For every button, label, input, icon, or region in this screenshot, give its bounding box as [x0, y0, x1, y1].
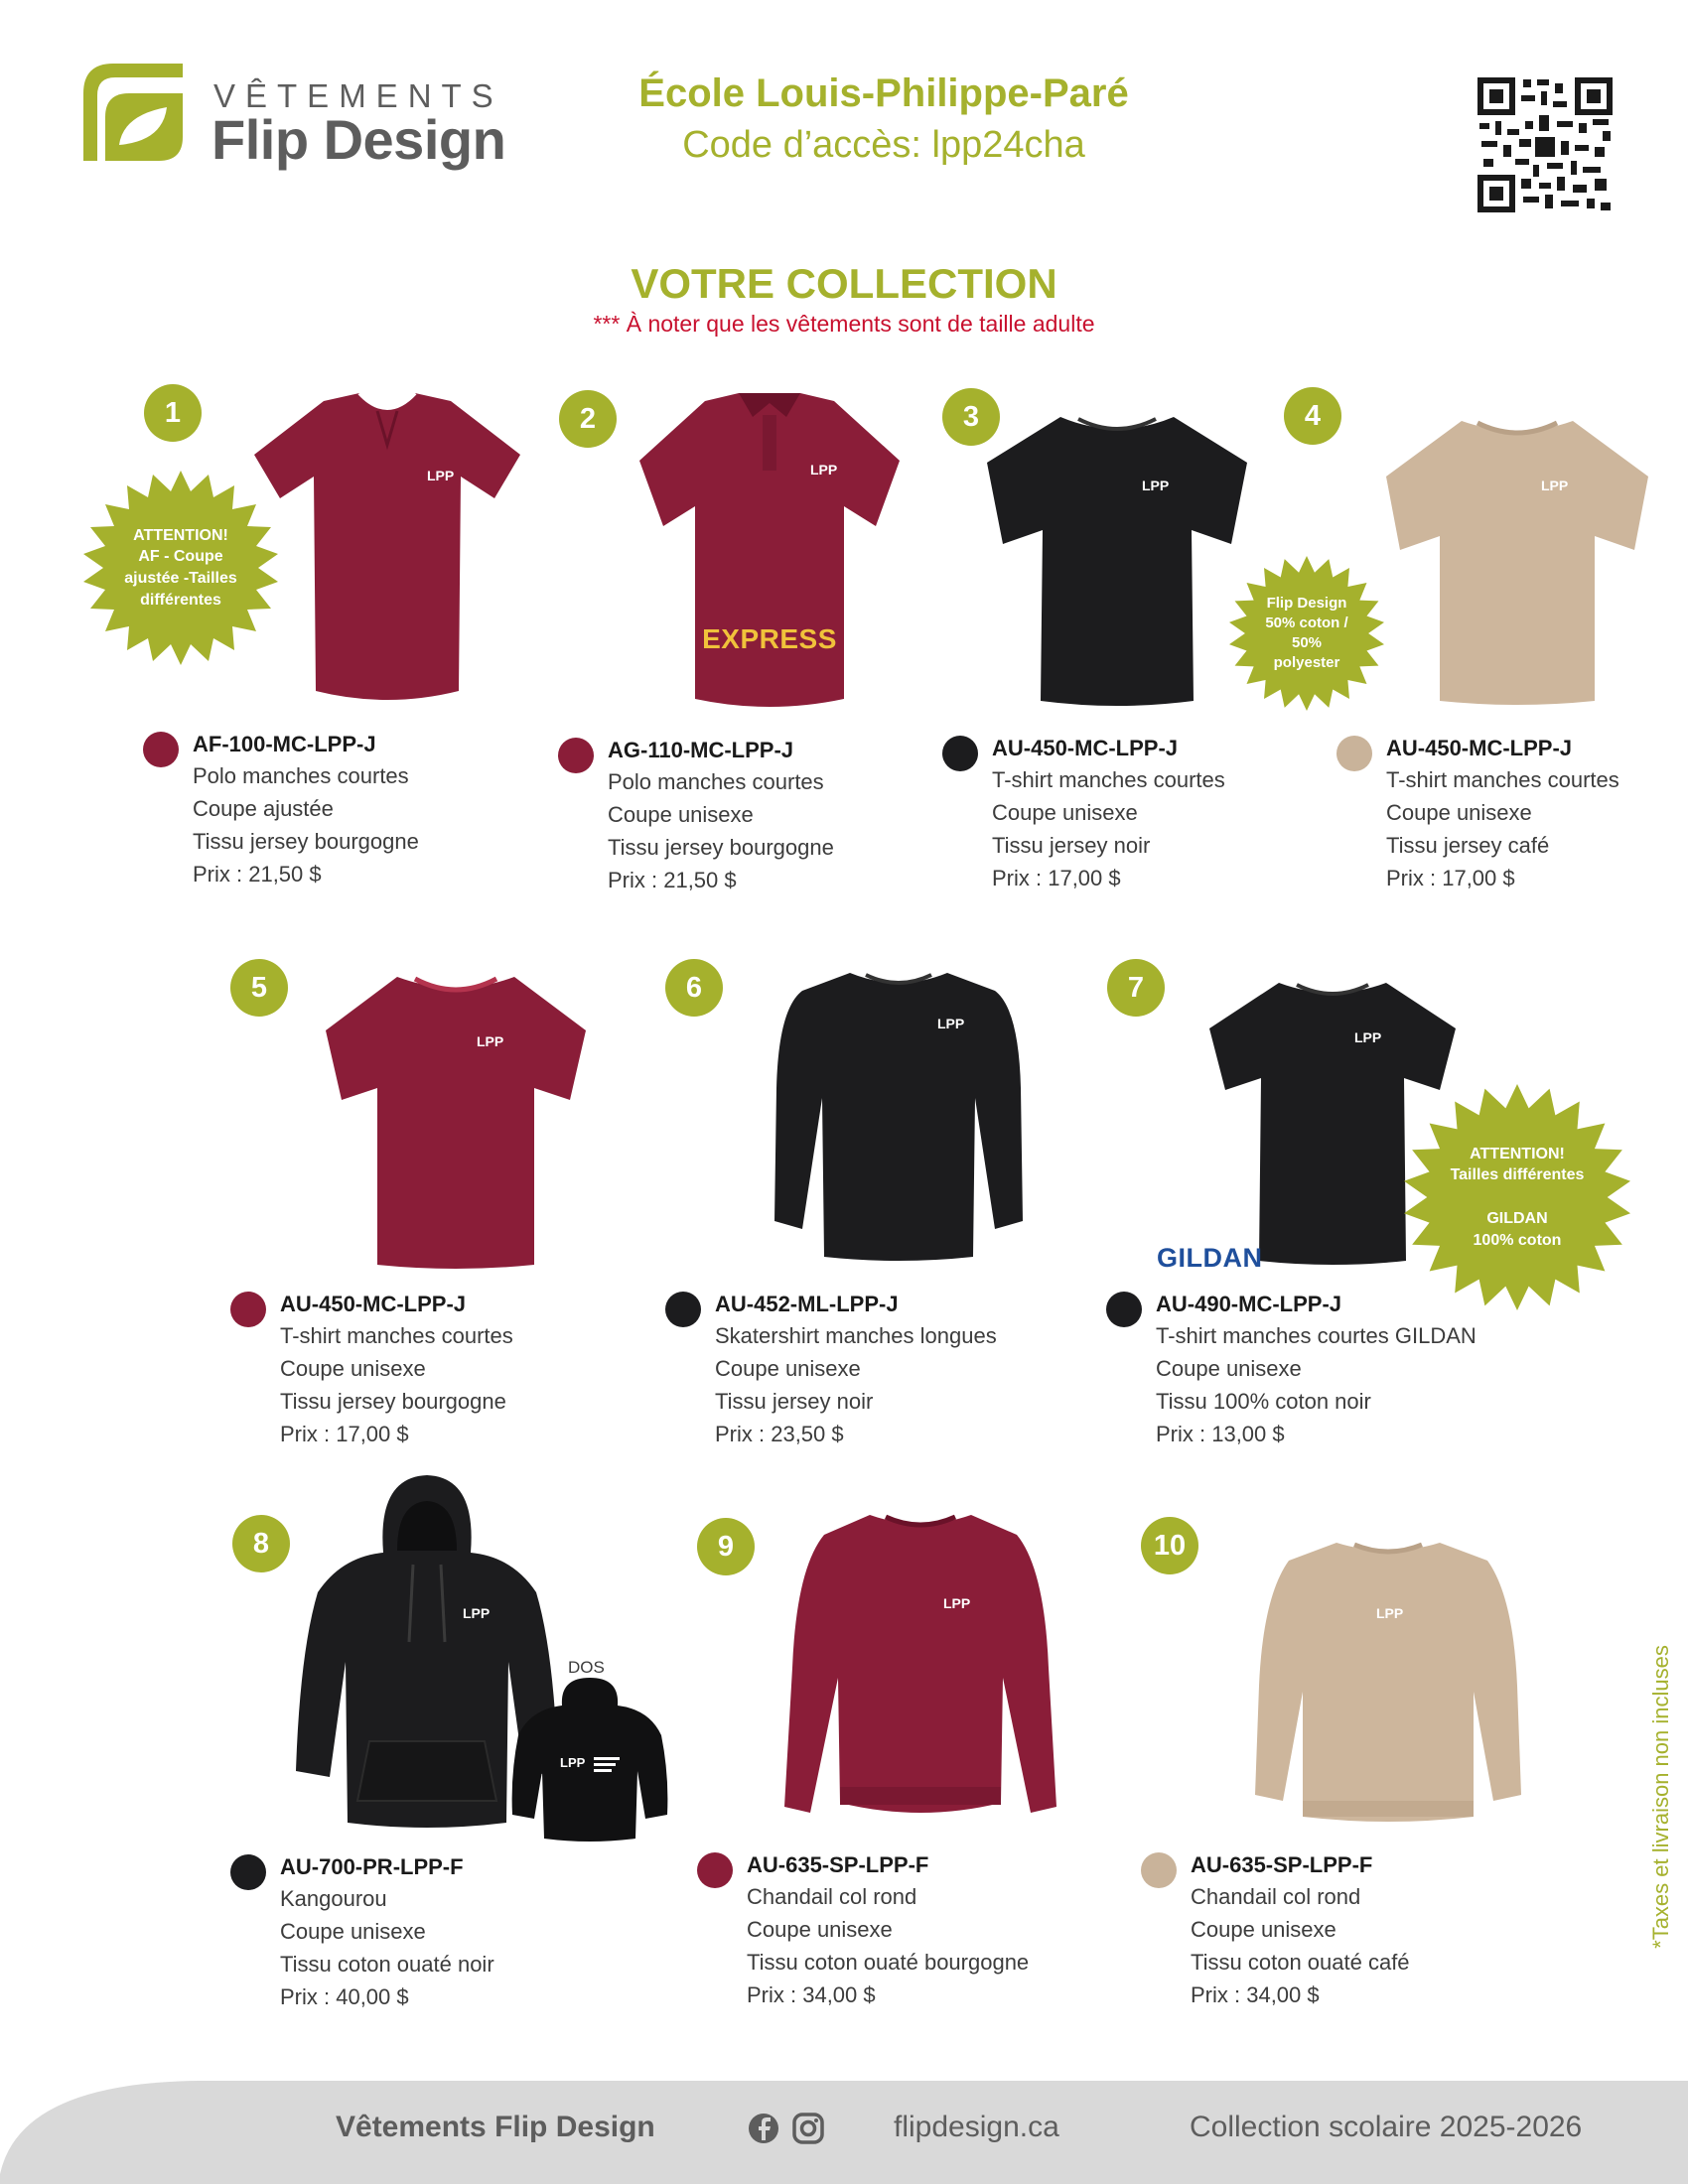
attention-callout-7	[1404, 1084, 1630, 1310]
product-fabric: Tissu jersey café	[1386, 833, 1550, 858]
instagram-icon[interactable]	[794, 2115, 822, 2142]
product-price: Prix : 21,50 $	[193, 862, 322, 887]
collection-title: VOTRE COLLECTION	[631, 260, 1057, 307]
qr-code-icon[interactable]	[1476, 75, 1615, 214]
product-description: Polo manches courtes	[608, 769, 824, 794]
callout-line: GILDAN	[1486, 1210, 1548, 1227]
product-fabric: Tissu jersey bourgogne	[280, 1389, 506, 1414]
item-number-badge: 10	[1141, 1517, 1198, 1574]
product-price: Prix : 17,00 $	[280, 1422, 409, 1446]
lpp-logo-9: LPP	[943, 1595, 971, 1611]
brand-line1: VÊTEMENTS	[213, 77, 503, 114]
back-view-label: DOS	[568, 1658, 605, 1677]
item-number-badge: 7	[1107, 959, 1165, 1017]
product-fit: Coupe unisexe	[1386, 800, 1532, 825]
footer	[0, 2075, 1688, 2184]
product-fit: Coupe unisexe	[1191, 1917, 1336, 1942]
callout-line: AF - Coupe	[138, 548, 223, 566]
lpp-logo-6: LPP	[937, 1016, 965, 1031]
product-price: Prix : 40,00 $	[280, 1984, 409, 2009]
polo-fitted-burgundy-image	[250, 393, 524, 711]
material-callout-3	[1229, 556, 1384, 711]
color-swatch-black	[1106, 1292, 1142, 1327]
tshirt-burgundy-image	[322, 973, 590, 1271]
product-code: AU-635-SP-LPP-F	[1191, 1852, 1373, 1877]
product-code: AU-452-ML-LPP-J	[715, 1292, 899, 1316]
product-price: Prix : 34,00 $	[1191, 1982, 1320, 2007]
lpp-logo-8: LPP	[463, 1605, 491, 1621]
product-description: Chandail col rond	[1191, 1884, 1361, 1909]
product-fabric: Tissu jersey bourgogne	[193, 829, 419, 854]
brand-line2: Flip Design	[211, 108, 506, 171]
color-swatch-cafe	[1141, 1852, 1177, 1888]
callout-line: 50%	[1291, 634, 1323, 651]
product-price: Prix : 21,50 $	[608, 868, 737, 892]
product-fabric: Tissu jersey noir	[715, 1389, 874, 1414]
product-fit: Coupe unisexe	[1156, 1356, 1302, 1381]
color-swatch-black	[942, 736, 978, 771]
skatershirt-black-image	[771, 969, 1027, 1267]
crewneck-cafe-image	[1253, 1537, 1523, 1825]
product-price: Prix : 23,50 $	[715, 1422, 844, 1446]
item-number-badge: 6	[665, 959, 723, 1017]
product-fit: Coupe unisexe	[608, 802, 754, 827]
product-price: Prix : 34,00 $	[747, 1982, 876, 2007]
gildan-label: GILDAN	[1157, 1243, 1263, 1273]
callout-line: différentes	[140, 591, 221, 609]
collection-year: Collection scolaire 2025-2026	[1190, 2111, 1583, 2143]
item-number-badge: 3	[942, 388, 1000, 446]
item-number-badge: 5	[230, 959, 288, 1017]
brand-logo	[79, 58, 536, 177]
color-swatch-black	[230, 1854, 266, 1890]
color-swatch-burgundy	[143, 732, 179, 767]
tshirt-cafe-image	[1382, 417, 1652, 707]
product-fit: Coupe ajustée	[193, 796, 334, 821]
access-code: Code d’accès: lpp24cha	[682, 124, 1085, 166]
product-code: AG-110-MC-LPP-J	[608, 738, 794, 762]
item-number-badge: 4	[1284, 387, 1341, 445]
product-code: AU-450-MC-LPP-J	[1386, 736, 1573, 760]
product-fit: Coupe unisexe	[280, 1919, 426, 1944]
website-link[interactable]: flipdesign.ca	[894, 2111, 1059, 2143]
callout-line: Flip Design	[1266, 594, 1347, 612]
color-swatch-black	[665, 1292, 701, 1327]
callout-line: polyester	[1273, 654, 1340, 672]
product-code: AU-635-SP-LPP-F	[747, 1852, 929, 1877]
color-swatch-burgundy	[230, 1292, 266, 1327]
product-fit: Coupe unisexe	[715, 1356, 861, 1381]
product-fabric: Tissu jersey bourgogne	[608, 835, 834, 860]
product-code: AU-700-PR-LPP-F	[280, 1854, 464, 1879]
lpp-logo-10: LPP	[1376, 1605, 1404, 1621]
product-description: Skatershirt manches longues	[715, 1323, 997, 1348]
callout-line: ATTENTION!	[1470, 1145, 1565, 1162]
color-swatch-burgundy	[558, 738, 594, 773]
product-fabric: Tissu coton ouaté café	[1191, 1950, 1410, 1975]
item-number-badge: 8	[232, 1515, 290, 1572]
hoodie-black-back-image	[510, 1676, 669, 1844]
product-fit: Coupe unisexe	[992, 800, 1138, 825]
tshirt-black-image	[983, 413, 1251, 707]
product-description: Polo manches courtes	[193, 763, 409, 788]
product-code: AF-100-MC-LPP-J	[193, 732, 376, 756]
product-price: Prix : 17,00 $	[992, 866, 1121, 890]
product-price: Prix : 13,00 $	[1156, 1422, 1285, 1446]
lpp-logo-5: LPP	[477, 1033, 504, 1049]
taxes-note	[1648, 1598, 1673, 1995]
item-number-badge: 9	[697, 1518, 755, 1575]
callout-line: ATTENTION!	[133, 526, 228, 544]
color-swatch-cafe	[1336, 736, 1372, 771]
lpp-logo-1: LPP	[427, 468, 455, 483]
polo-unisex-burgundy-image	[635, 391, 904, 715]
express-label: EXPRESS	[702, 623, 837, 654]
footer-brand: Vêtements Flip Design	[336, 2111, 655, 2143]
color-swatch-burgundy	[697, 1852, 733, 1888]
product-description: Kangourou	[280, 1886, 387, 1911]
flip-leaf-icon	[79, 60, 189, 165]
product-description: T-shirt manches courtes	[280, 1323, 513, 1348]
product-description: T-shirt manches courtes	[1386, 767, 1619, 792]
product-code: AU-490-MC-LPP-J	[1156, 1292, 1342, 1316]
callout-line: ajustée -Tailles	[124, 570, 237, 587]
product-code: AU-450-MC-LPP-J	[992, 736, 1179, 760]
product-fabric: Tissu coton ouaté noir	[280, 1952, 494, 1977]
product-fit: Coupe unisexe	[747, 1917, 893, 1942]
school-name: École Louis-Philippe-Paré	[638, 71, 1129, 115]
collection-note: *** À noter que les vêtements sont de taille adulte	[593, 311, 1095, 337]
social-icons	[747, 2111, 826, 2146]
attention-callout-1	[83, 471, 278, 665]
product-fabric: Tissu jersey noir	[992, 833, 1151, 858]
school-header	[616, 71, 1152, 167]
product-description: T-shirt manches courtes	[992, 767, 1225, 792]
lpp-logo-4: LPP	[1541, 478, 1569, 493]
item-number-badge: 2	[559, 390, 617, 448]
lpp-logo-3: LPP	[1142, 478, 1170, 493]
lpp-logo-2: LPP	[810, 462, 838, 478]
product-fabric: Tissu 100% coton noir	[1156, 1389, 1371, 1414]
product-price: Prix : 17,00 $	[1386, 866, 1515, 890]
product-description: T-shirt manches courtes GILDAN	[1156, 1323, 1477, 1348]
item-number-badge: 1	[144, 384, 202, 442]
product-fabric: Tissu coton ouaté bourgogne	[747, 1950, 1030, 1975]
crewneck-burgundy-image	[780, 1509, 1060, 1827]
taxes-note-text: *Taxes et livraison non incluses	[1648, 1645, 1673, 1949]
callout-line: Tailles différentes	[1450, 1166, 1585, 1184]
callout-line: 50% coton /	[1265, 614, 1348, 631]
facebook-icon[interactable]	[749, 2114, 778, 2143]
product-fit: Coupe unisexe	[280, 1356, 426, 1381]
product-description: Chandail col rond	[747, 1884, 917, 1909]
callout-line: 100% coton	[1473, 1231, 1562, 1249]
lpp-logo-7: LPP	[1354, 1029, 1382, 1045]
lpp-logo-back: LPP	[560, 1755, 586, 1770]
product-code: AU-450-MC-LPP-J	[280, 1292, 467, 1316]
